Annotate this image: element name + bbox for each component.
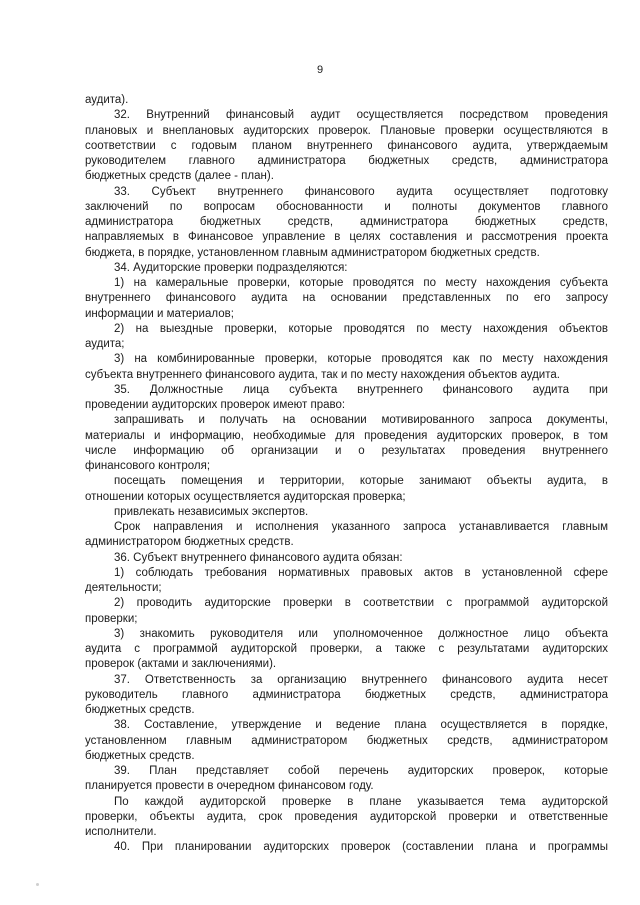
page-number: 9: [316, 64, 324, 76]
text-line: руководителем главного администратора бюджетных средств, администратора: [85, 155, 608, 167]
document-body: [85, 93, 608, 856]
text-line: внутреннего финансового аудита на основании представленных по его запросу: [85, 292, 608, 305]
text-line: проверки, объекты аудита, срок проведения аудиторской проверки и ответственные: [85, 810, 608, 823]
text-line: 2) на выездные проверки, которые проводятся по месту нахождения объектов: [114, 322, 608, 335]
text-line: 39. План представляет собой перечень аудиторских проверок, которые: [114, 765, 608, 777]
text-line: 40. При планировании аудиторских проверок (составлении плана и программы: [114, 841, 608, 854]
text-line: 1) соблюдать требования нормативных правовых актов в установленной сфере: [114, 566, 608, 579]
text-line: направляемых в Финансовое управление в целях составления и рассмотрения проекта: [85, 231, 608, 244]
text-line: 38. Составление, утверждение и ведение плана осуществляется в порядке,: [114, 719, 608, 732]
text-line: 3) на комбинированные проверки, которые проводятся как по месту нахождения: [114, 353, 608, 366]
text-line: 36. Субъект внутреннего финансового аудита обязан:: [114, 551, 403, 564]
text-line: субъекта внутреннего финансового аудита, так и по месту нахождения объектов аудита.: [85, 368, 560, 381]
text-line: администратором бюджетных средств.: [85, 536, 294, 549]
text-line: финансового контроля;: [85, 460, 211, 472]
text-line: плановых и внеплановых аудиторских проверок. Плановые проверки осуществляются в: [85, 124, 608, 137]
text-line: проверок (актами и заключениями).: [85, 658, 277, 671]
text-line: 34. Аудиторские проверки подразделяются:: [114, 261, 348, 274]
text-line: информации и материалов;: [85, 307, 234, 320]
text-line: 2) проводить аудиторские проверки в соответствии с программой аудиторской: [114, 597, 608, 610]
text-line: соответствии с годовым планом внутреннего финансового аудита, утверждаемым: [85, 139, 608, 152]
text-line: привлекать независимых экспертов.: [114, 505, 309, 518]
text-line: администратора бюджетных средств, администратора бюджетных средств,: [85, 216, 608, 228]
text-line: 1) на камеральные проверки, которые проводятся по месту нахождения субъекта: [114, 277, 608, 289]
text-line: аудита;: [85, 338, 125, 350]
text-line: руководитель главного администратора бюджетных средств, администратора: [85, 688, 608, 701]
text-line: проведении аудиторских проверок имеют право:: [85, 399, 346, 411]
text-line: бюджетных средств.: [85, 704, 195, 716]
text-line: 32. Внутренний финансовый аудит осуществляется посредством проведения: [114, 109, 608, 122]
text-line: материалы и информацию, необходимые для проведения аудиторских проверок, в том: [85, 429, 608, 442]
text-line: 35. Должностные лица субъекта внутреннего финансового аудита при: [114, 383, 608, 396]
text-line: числе информацию об организации и о результатах проведения внутреннего: [85, 444, 608, 457]
text-line: аудита).: [85, 94, 129, 106]
text-line: запрашивать и получать на основании мотивированного запроса документы,: [114, 414, 608, 427]
text-line: заключений по вопросам обоснованности и полноты документов главного: [85, 200, 608, 213]
text-line: деятельности;: [85, 582, 162, 594]
text-line: аудита с программой аудиторской проверки, а также с результатами аудиторских: [85, 643, 608, 655]
text-line: посещать помещения и территории, которые занимают объекты аудита, в: [114, 475, 608, 488]
text-line: планируется провести в очередном финансовом году.: [85, 780, 374, 793]
text-line: 33. Субъект внутреннего финансового аудита осуществляет подготовку: [114, 185, 608, 198]
text-line: установленном главным администратором бюджетных средств, администратором: [85, 734, 608, 747]
text-line: бюджетных средств (далее - план).: [85, 170, 274, 183]
text-line: проверки;: [85, 612, 138, 625]
text-line: отношении которых осуществляется аудиторская проверка;: [85, 490, 406, 503]
text-line: По каждой аудиторской проверке в плане указывается тема аудиторской: [114, 795, 608, 808]
text-line: 3) знакомить руководителя или уполномоченное должностное лицо объекта: [114, 627, 608, 640]
text-line: Срок направления и исполнения указанного запроса устанавливается главным: [114, 521, 608, 533]
text-line: исполнители.: [85, 826, 157, 838]
text-line: 37. Ответственность за организацию внутреннего финансового аудита несет: [114, 673, 608, 686]
scan-speck: [36, 883, 39, 886]
text-line: бюджетных средств.: [85, 749, 195, 762]
text-line: бюджета, в порядке, установленном главным администратором бюджетных средств.: [85, 246, 540, 259]
